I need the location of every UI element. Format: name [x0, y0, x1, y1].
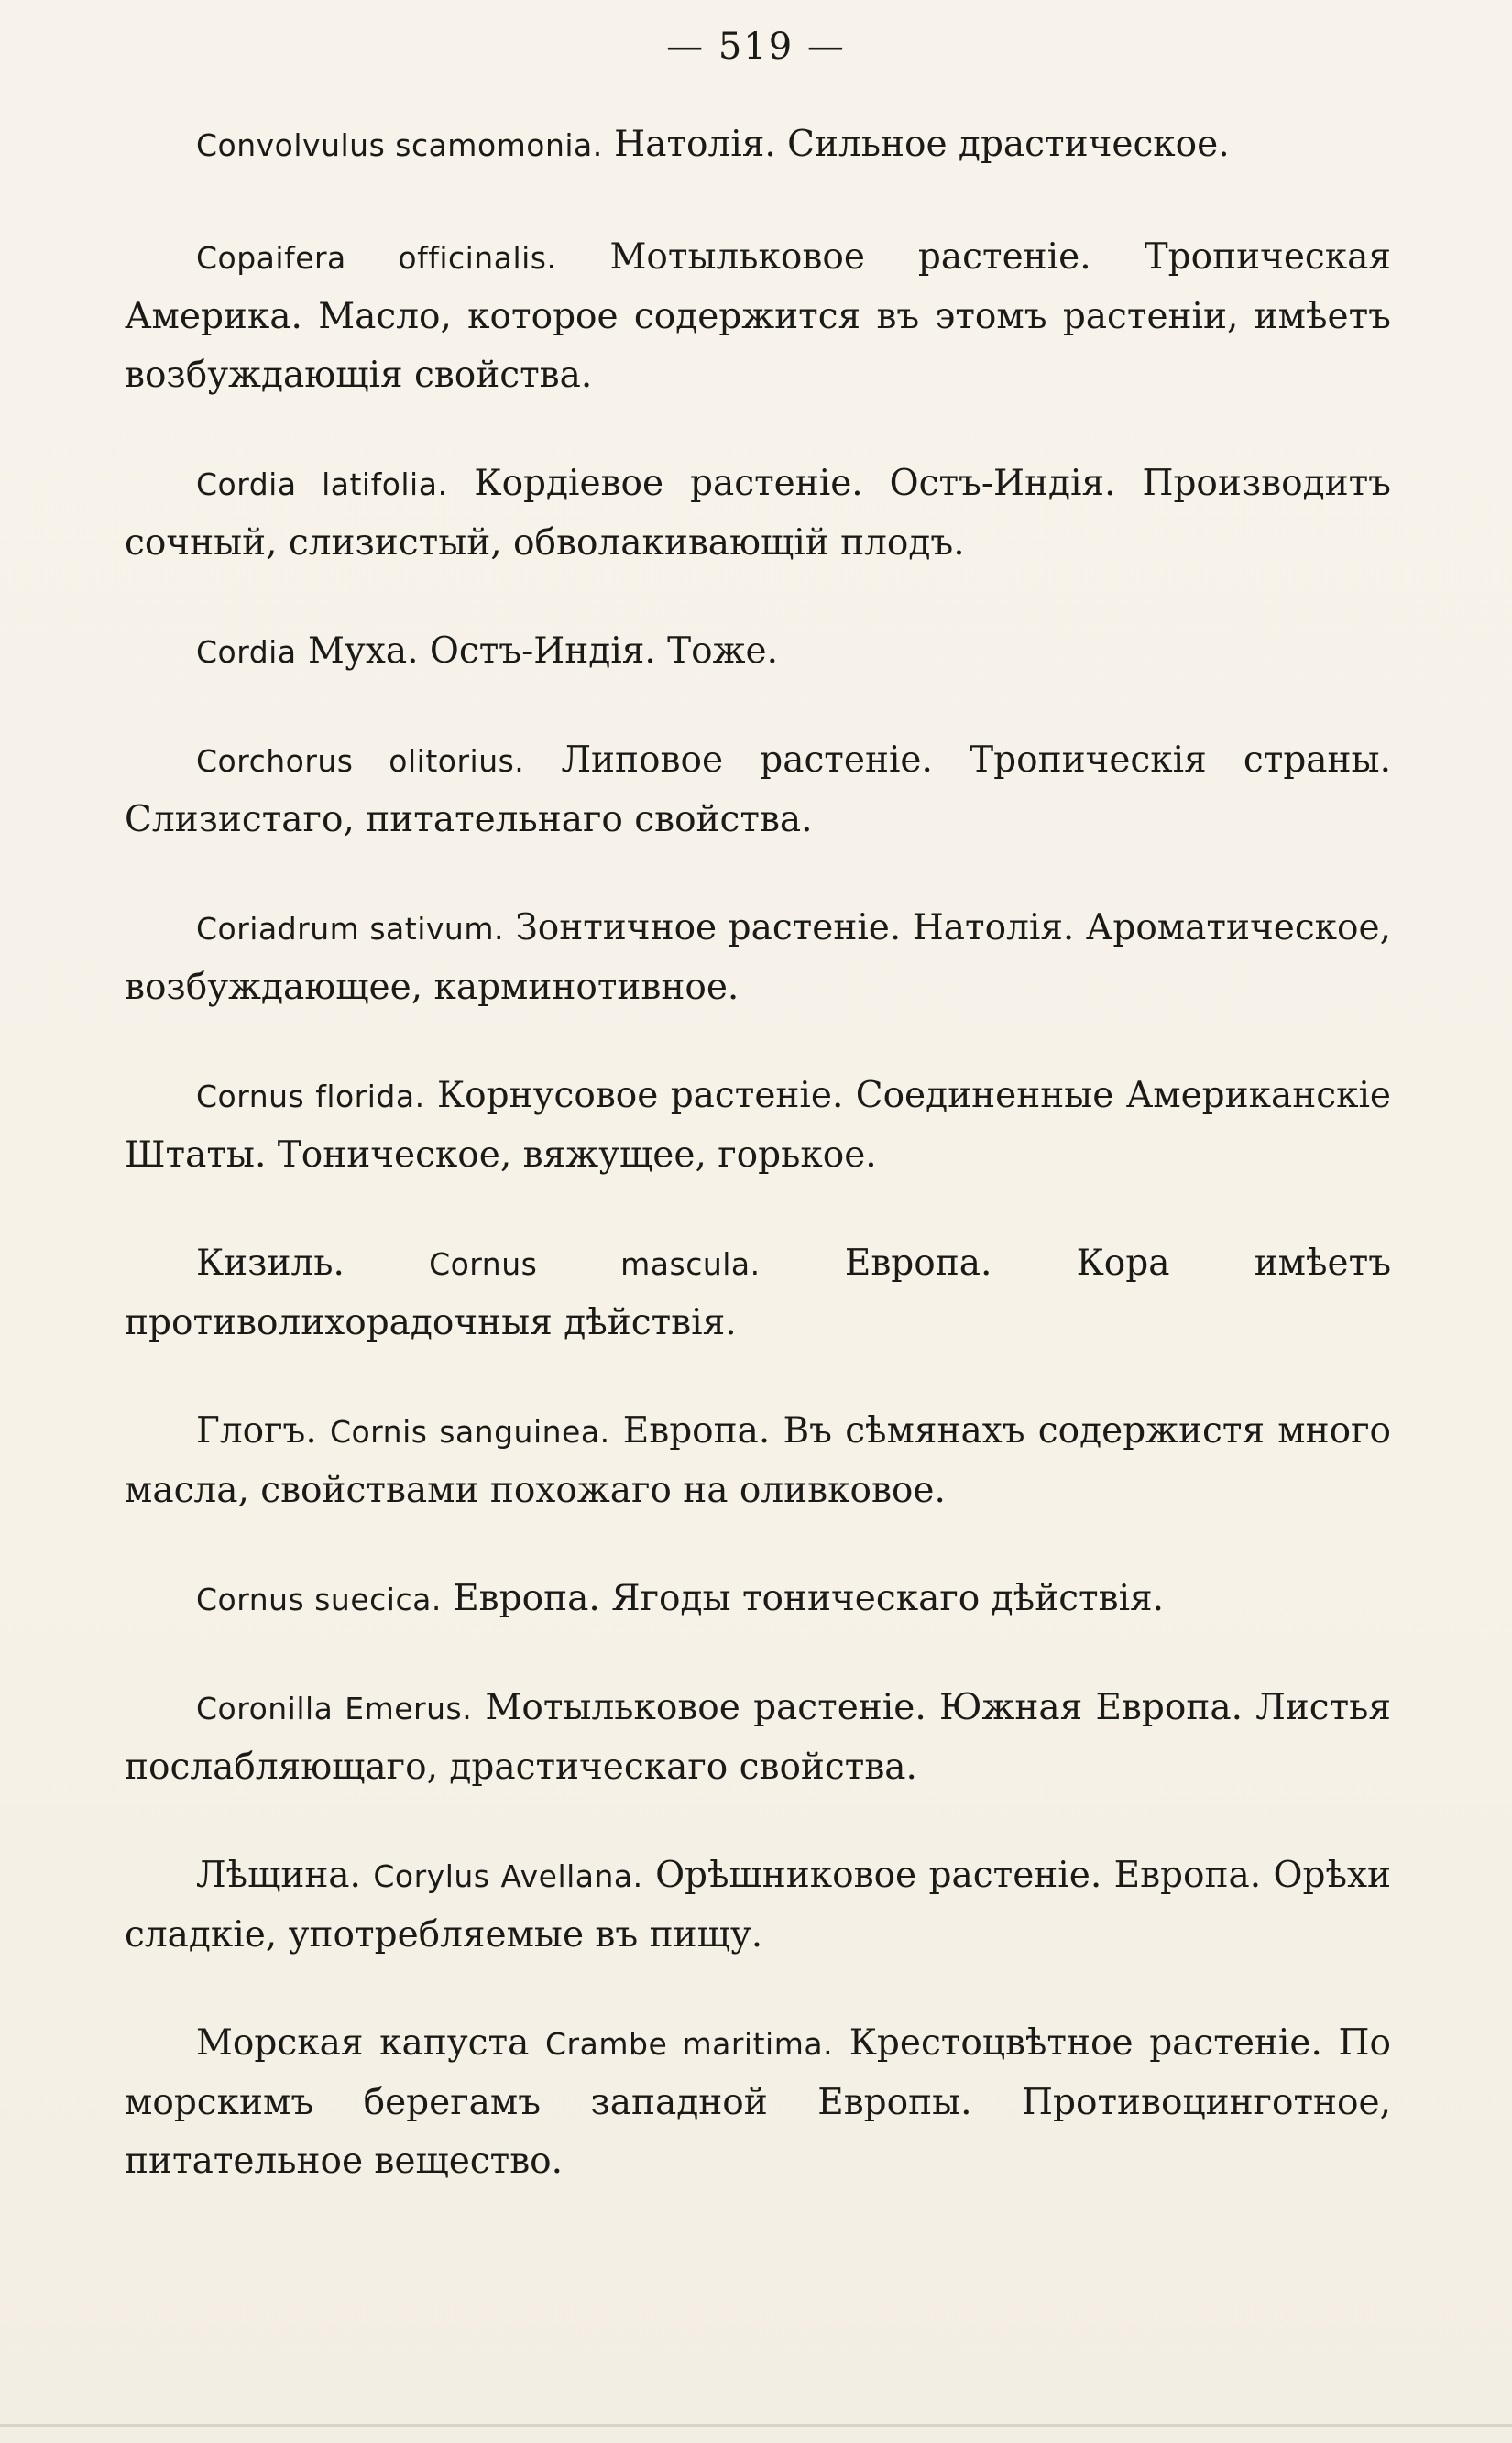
entry-latin-name: Cordia	[196, 634, 297, 670]
entry-latin-name: Cordia latifolia.	[196, 466, 448, 502]
entry-copaifera	[125, 228, 1391, 405]
entry-description: Орѣшниковое растеніе. Европа. Орѣхи сладкіе, употребляемые въ пищу.	[125, 1855, 1391, 1955]
page-bottom-edge	[0, 2424, 1512, 2427]
entry-latin-name: Cornus mascula.	[429, 1246, 761, 1282]
entry-convolvulus	[125, 115, 1391, 175]
entry-description: Европа. Ягоды тоническаго дѣйствія.	[441, 1578, 1165, 1619]
entry-coronilla	[125, 1679, 1391, 1797]
entry-latin-name: Corylus Avellana.	[373, 1858, 643, 1894]
entry-cornus-florida	[125, 1067, 1391, 1185]
entry-description: Натолія. Сильное драстическое.	[602, 124, 1230, 165]
entry-common-name: Глогъ.	[196, 1410, 330, 1452]
entry-coriadrum	[125, 899, 1391, 1017]
entry-latin-name: Copaifera officinalis.	[196, 240, 557, 276]
entry-cornis-sanguinea	[125, 1402, 1391, 1520]
entry-common-name: Лѣщина.	[196, 1855, 374, 1896]
entry-cordia-latifolia	[125, 455, 1391, 573]
entry-latin-name: Cornis sanguinea.	[329, 1414, 610, 1450]
entry-corylus	[125, 1846, 1391, 1965]
entry-crambe	[125, 2014, 1391, 2191]
entry-cordia-myxa	[125, 622, 1391, 682]
entry-cornus-suecica	[125, 1570, 1391, 1629]
entry-cornus-mascula	[125, 1234, 1391, 1353]
entry-latin-name: Convolvulus scamomonia.	[196, 127, 603, 163]
entry-description: Корнусовое растеніе. Соединенные Американскіе Штаты. Тоническое, вяжущее, горькое.	[125, 1075, 1391, 1176]
entry-latin-name: Corchorus olitorius.	[196, 743, 525, 779]
entry-latin-name: Crambe maritima.	[545, 2026, 834, 2062]
entry-common-name: Морская капуста	[196, 2022, 546, 2064]
entry-latin-name: Cornus suecica.	[196, 1582, 442, 1617]
entry-common-name: Кизиль.	[196, 1243, 430, 1284]
page-number: — 519 —	[666, 26, 846, 68]
entry-description: Европа. Въ сѣмянахъ содержистя много масла, свойствами похожаго на оливковое.	[125, 1410, 1391, 1511]
entry-corchorus	[125, 731, 1391, 849]
entry-description: Кордіевое растеніе. Остъ-Индія. Производитъ сочный, слизистый, обволакивающій плодъ.	[125, 463, 1391, 564]
entry-description: Крестоцвѣтное растеніе. По морскимъ берегамъ западной Европы. Противоцинготное, питательное вещество.	[125, 2022, 1392, 2182]
entry-latin-name: Coriadrum sativum.	[196, 911, 504, 947]
entry-description: Муха. Остъ-Индія. Тоже.	[296, 630, 778, 672]
entry-latin-name: Cornus florida.	[196, 1079, 425, 1114]
entry-description: Мотыльковое растеніе. Тропическая Америка. Масло, которое содержится въ этомъ растеніи, имѣетъ возбуждающія свойства.	[125, 236, 1391, 396]
entry-latin-name: Coronilla Emerus.	[196, 1691, 473, 1726]
entry-description: Зонтичное растеніе. Натолія. Ароматическое, возбуждающее, карминотивное.	[125, 907, 1391, 1008]
entry-description: Мотыльковое растеніе. Южная Европа. Листья послабляющаго, драстическаго свойства.	[125, 1687, 1391, 1788]
page-body	[125, 115, 1391, 2240]
entry-description: Липовое растеніе. Тропическія страны. Слизистаго, питательнаго свойства.	[125, 739, 1391, 840]
entry-description: Европа. Кора имѣетъ противолихорадочныя дѣйствія.	[125, 1243, 1392, 1343]
